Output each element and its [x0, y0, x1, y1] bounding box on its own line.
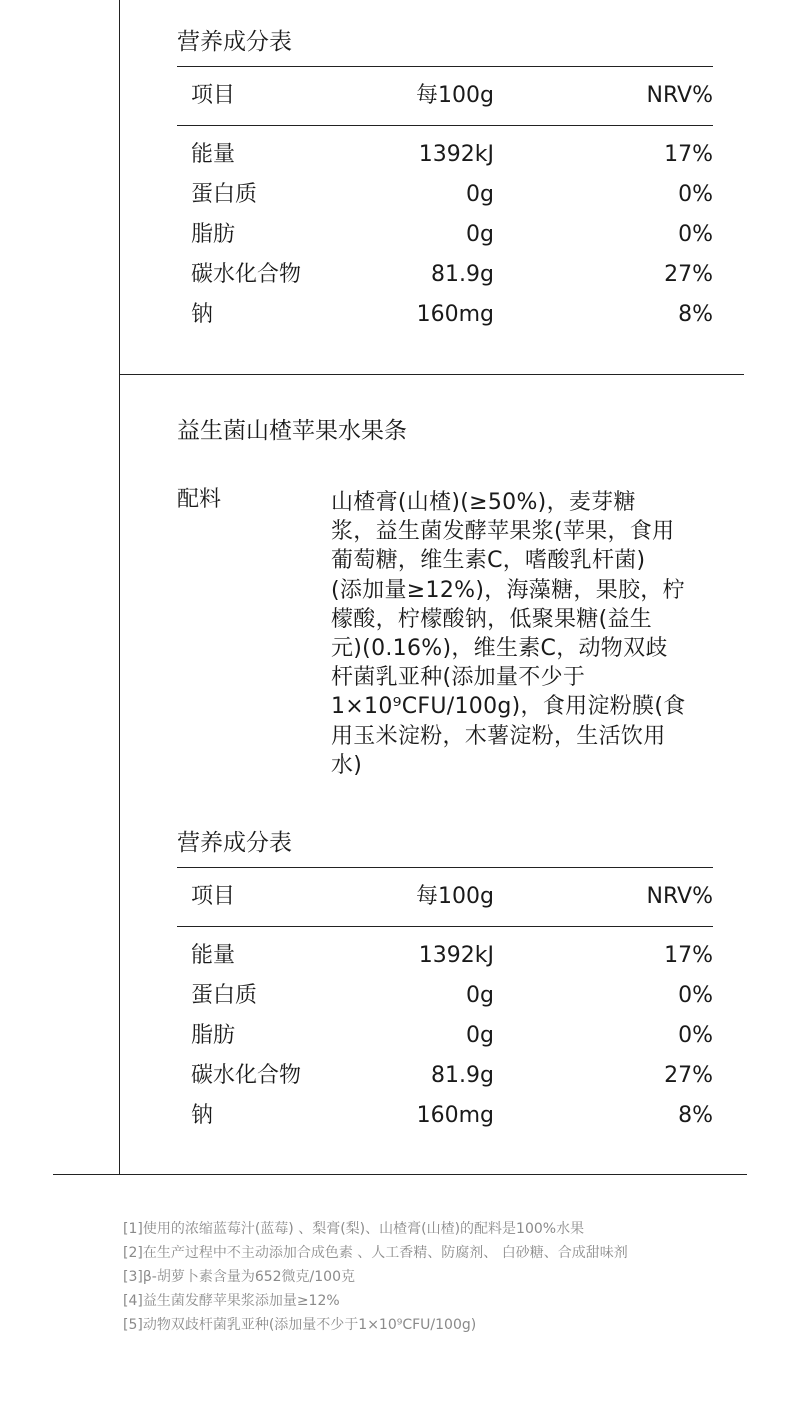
row-nrv: 27%: [664, 262, 713, 287]
table-row-sodium: [177, 1096, 713, 1136]
table-header: [177, 67, 713, 125]
row-value: 1392kJ: [418, 142, 494, 167]
footnote-5: [5]动物双歧杆菌乳亚种(添加量不少于1×10⁹CFU/100g): [123, 1317, 477, 1333]
row-value: 81.9g: [431, 1063, 494, 1088]
row-name: 能量: [191, 142, 236, 167]
ingredients-text: 山楂膏(山楂)(≥50%)，麦芽糖 浆，益生菌发酵苹果浆(苹果，食用 葡萄糖，维生素C，嗜酸乳杆菌) (添加量≥12%)，海藻糖，果胶，柠 檬酸，柠檬酸钠，低聚果糖(益生 元)(0.16%)，维生素C，动物双歧 杆菌乳亚种(添加量不少于 1×10⁹CFU/100g)，食用淀粉膜(食 用玉米淀粉，木薯淀粉，生活饮用 水): [331, 490, 686, 778]
header-nrv: NRV%: [646, 884, 713, 909]
table-row-fat: [177, 1016, 713, 1056]
row-name: 碳水化合物: [191, 262, 302, 287]
row-name: 蛋白质: [191, 182, 258, 207]
row-value: 0g: [466, 983, 494, 1008]
nutrition-title-bottom: 营养成分表: [177, 830, 292, 856]
footnotes: [123, 1217, 628, 1337]
header-item: 项目: [191, 83, 236, 108]
table-body: [177, 927, 713, 1136]
table-row-carbohydrate: [177, 255, 713, 295]
table-row-protein: [177, 976, 713, 1016]
nutrition-table-top: [177, 66, 713, 335]
nutrition-title-top: 营养成分表: [177, 29, 292, 55]
row-value: 1392kJ: [418, 943, 494, 968]
table-row-fat: [177, 215, 713, 255]
row-value: 81.9g: [431, 262, 494, 287]
row-name: 能量: [191, 943, 236, 968]
row-name: 脂肪: [191, 1023, 236, 1048]
row-nrv: 17%: [664, 943, 713, 968]
left-vertical-divider: [119, 0, 120, 1175]
row-name: 蛋白质: [191, 983, 258, 1008]
row-name: 钠: [191, 1103, 214, 1128]
header-per100g: 每100g: [416, 884, 494, 909]
table-row-protein: [177, 175, 713, 215]
row-value: 0g: [466, 182, 494, 207]
row-name: 碳水化合物: [191, 1063, 302, 1088]
product-name: 益生菌山楂苹果水果条: [177, 418, 407, 444]
header-per100g: 每100g: [416, 83, 494, 108]
footnote-1: [1]使用的浓缩蓝莓汁(蓝莓) 、梨膏(梨)、山楂膏(山楂)的配料是100%水果: [123, 1221, 585, 1237]
section-divider: [119, 374, 744, 375]
row-nrv: 0%: [678, 182, 713, 207]
nutrition-table-bottom: [177, 867, 713, 1136]
table-row-energy: [177, 936, 713, 976]
row-value: 160mg: [416, 1103, 494, 1128]
row-name: 钠: [191, 302, 214, 327]
row-nrv: 0%: [678, 1023, 713, 1048]
row-value: 160mg: [416, 302, 494, 327]
row-nrv: 0%: [678, 222, 713, 247]
footnote-2: [2]在生产过程中不主动添加合成色素 、人工香精、防腐剂、 白砂糖、合成甜味剂: [123, 1245, 628, 1261]
footnote-4: [4]益生菌发酵苹果浆添加量≥12%: [123, 1293, 340, 1309]
table-header: [177, 868, 713, 926]
footnote-3: [3]β-胡萝卜素含量为652微克/100克: [123, 1269, 355, 1285]
table-row-energy: [177, 135, 713, 175]
ingredients-label: 配料: [177, 487, 222, 512]
row-value: 0g: [466, 1023, 494, 1048]
table-body: [177, 126, 713, 335]
row-nrv: 8%: [678, 302, 713, 327]
bottom-divider: [53, 1174, 747, 1175]
row-value: 0g: [466, 222, 494, 247]
table-row-sodium: [177, 295, 713, 335]
row-nrv: 0%: [678, 983, 713, 1008]
row-nrv: 8%: [678, 1103, 713, 1128]
row-nrv: 17%: [664, 142, 713, 167]
header-nrv: NRV%: [646, 83, 713, 108]
header-item: 项目: [191, 884, 236, 909]
row-name: 脂肪: [191, 222, 236, 247]
table-row-carbohydrate: [177, 1056, 713, 1096]
row-nrv: 27%: [664, 1063, 713, 1088]
